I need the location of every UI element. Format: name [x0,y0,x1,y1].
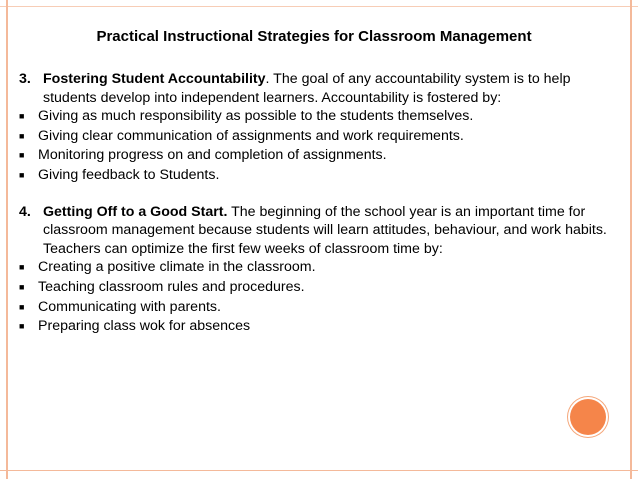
slide-border-right [630,0,632,479]
list-item [19,278,619,298]
slide-border-left [6,0,8,479]
section-heading-line [19,70,619,107]
square-bullet-icon: ■ [19,281,25,292]
section-heading-suffix: . [265,71,270,87]
bullet-list [19,258,619,336]
list-item [19,258,619,278]
slide-title [0,28,638,45]
slide-border-bottom [0,470,638,471]
list-item-text: Creating a positive climate in the classroom. [38,259,316,276]
list-item-text: Giving feedback to Students. [38,166,220,183]
list-item [19,298,619,318]
section-accountability [19,70,619,186]
section-number: 3. [19,71,31,87]
slide-border-top [0,6,638,7]
section-intro [43,203,619,259]
list-item-text: Teaching classroom rules and procedures. [38,278,305,295]
square-bullet-icon: ■ [19,262,25,273]
section-heading: Fostering Student Accountability [43,71,266,87]
square-bullet-icon: ■ [19,169,25,180]
square-bullet-icon: ■ [19,150,25,161]
section-good-start [19,203,619,337]
square-bullet-icon: ■ [19,111,25,122]
bullet-list [19,107,619,185]
section-number: 4. [19,203,31,220]
list-item [19,317,619,337]
list-item-text: Giving clear communication of assignments and work requirements. [38,127,464,144]
slide-title-text: Practical Instructional Strategies for Classroom Management [96,28,532,45]
list-item-text: Monitoring progress on and completion of assignments. [38,147,387,164]
section-intro-text: The goal of any accountability system is to help students develop into independent learners. Accountability is fostered by: [43,71,571,106]
list-item [19,146,619,166]
square-bullet-icon: ■ [19,321,25,332]
square-bullet-icon: ■ [19,130,25,141]
square-bullet-icon: ■ [19,301,25,312]
section-heading: Getting Off to a Good Start. [43,203,228,220]
list-item [19,107,619,127]
list-item-text: Communicating with parents. [38,298,221,315]
list-item [19,127,619,147]
list-item [19,166,619,186]
list-item-text: Preparing class wok for absences [38,318,251,335]
list-item-text: Giving as much responsibility as possible to the students themselves. [38,108,474,125]
section-intro-text: The beginning of the school year is an important time for classroom management because students will learn attitudes, behaviour, and work habits. Teachers can optimize the first few weeks of classroom time by: [43,203,607,257]
accent-circle-icon [570,399,606,435]
section-intro [43,70,619,107]
section-heading-line [19,203,619,259]
slide-body [19,70,619,354]
